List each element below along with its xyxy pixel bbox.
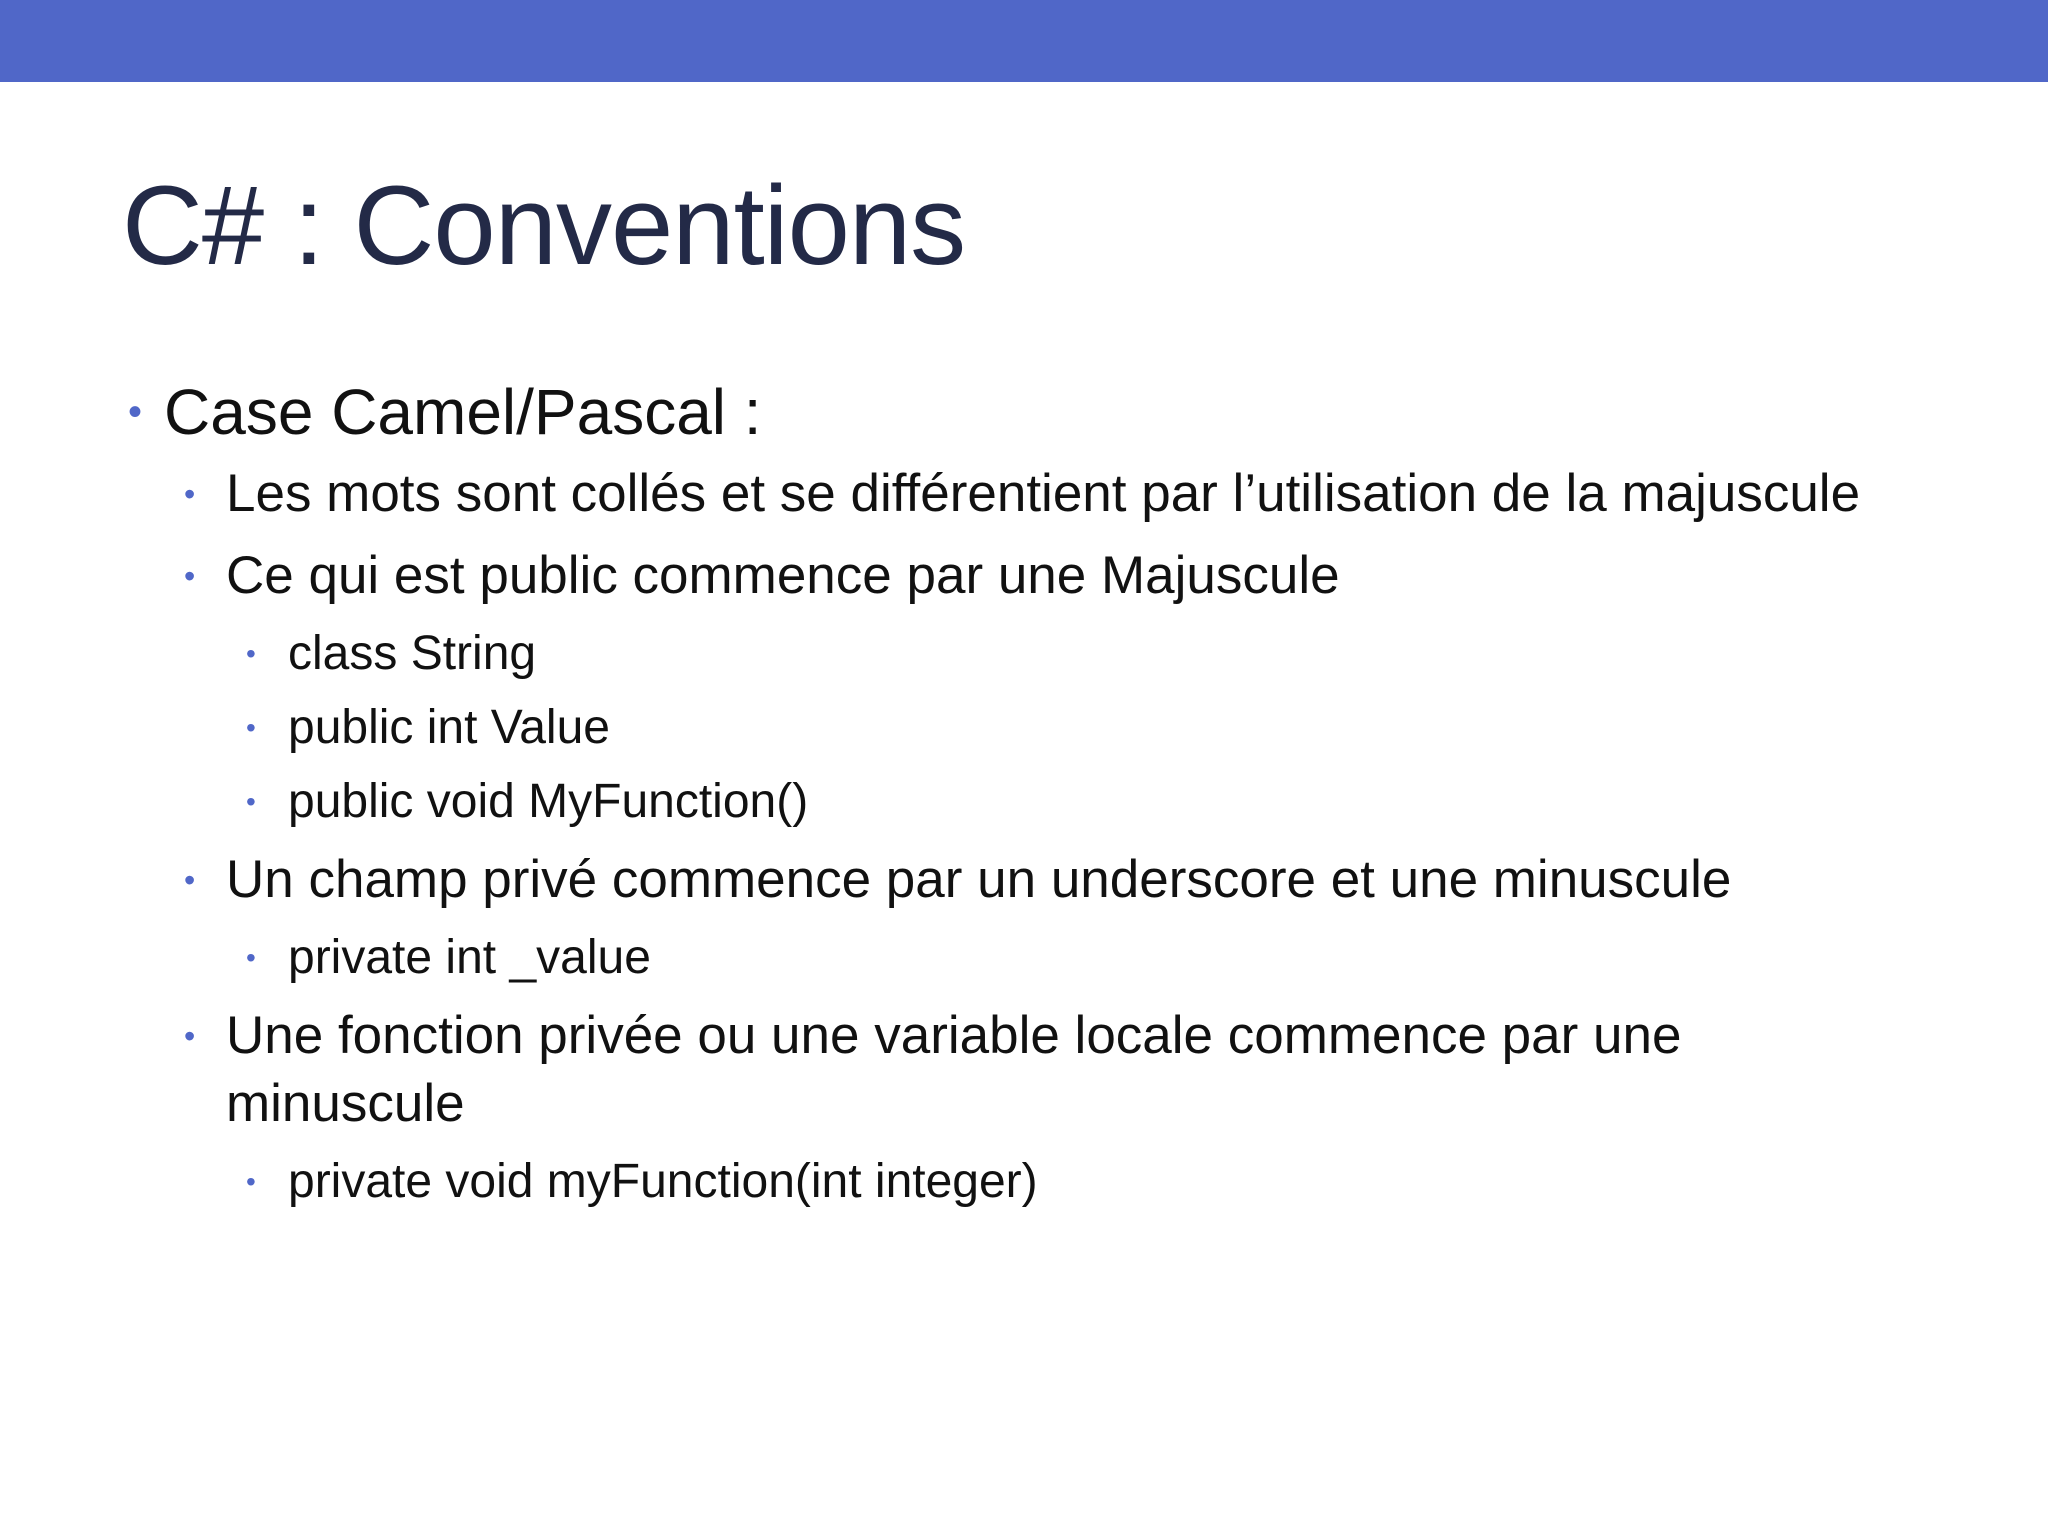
list-item-text: public void MyFunction() [288,775,809,828]
list-item-text: private int _value [288,931,651,984]
slide-title: C# : Conventions [122,163,966,288]
list-item-text: private void myFunction(int integer) [288,1155,1038,1208]
bullet-list [120,372,1920,1226]
list-item-text: Les mots sont collés et se différentient par l’utilisation de la majuscule [226,464,1861,523]
list-item [182,1002,1920,1138]
list-item [182,460,1920,528]
bullet-icon: • [246,1166,256,1197]
list-item-text: Case Camel/Pascal : [164,376,762,448]
list-item [182,542,1920,610]
bullet-icon: • [128,390,143,434]
bullet-icon: • [246,638,256,669]
bullet-icon: • [246,786,256,817]
list-item-text: Ce qui est public commence par une Majuscule [226,546,1340,605]
top-accent-band [0,0,2048,82]
list-item-text: Une fonction privée ou une variable locale commence par une minuscule [226,1006,1682,1133]
bullet-icon: • [184,1018,196,1054]
list-item [244,928,1920,988]
list-item [244,698,1920,758]
bullet-icon: • [246,712,256,743]
list-item [244,624,1920,684]
list-item [182,846,1920,914]
bullet-icon: • [184,558,196,594]
list-item [244,1152,1920,1212]
list-item [120,372,1920,452]
list-item-text: public int Value [288,701,610,754]
bullet-icon: • [246,942,256,973]
list-item [244,772,1920,832]
list-item-text: Un champ privé commence par un underscore et une minuscule [226,850,1732,909]
bullet-icon: • [184,476,196,512]
list-item-text: class String [288,627,537,680]
bullet-icon: • [184,862,196,898]
